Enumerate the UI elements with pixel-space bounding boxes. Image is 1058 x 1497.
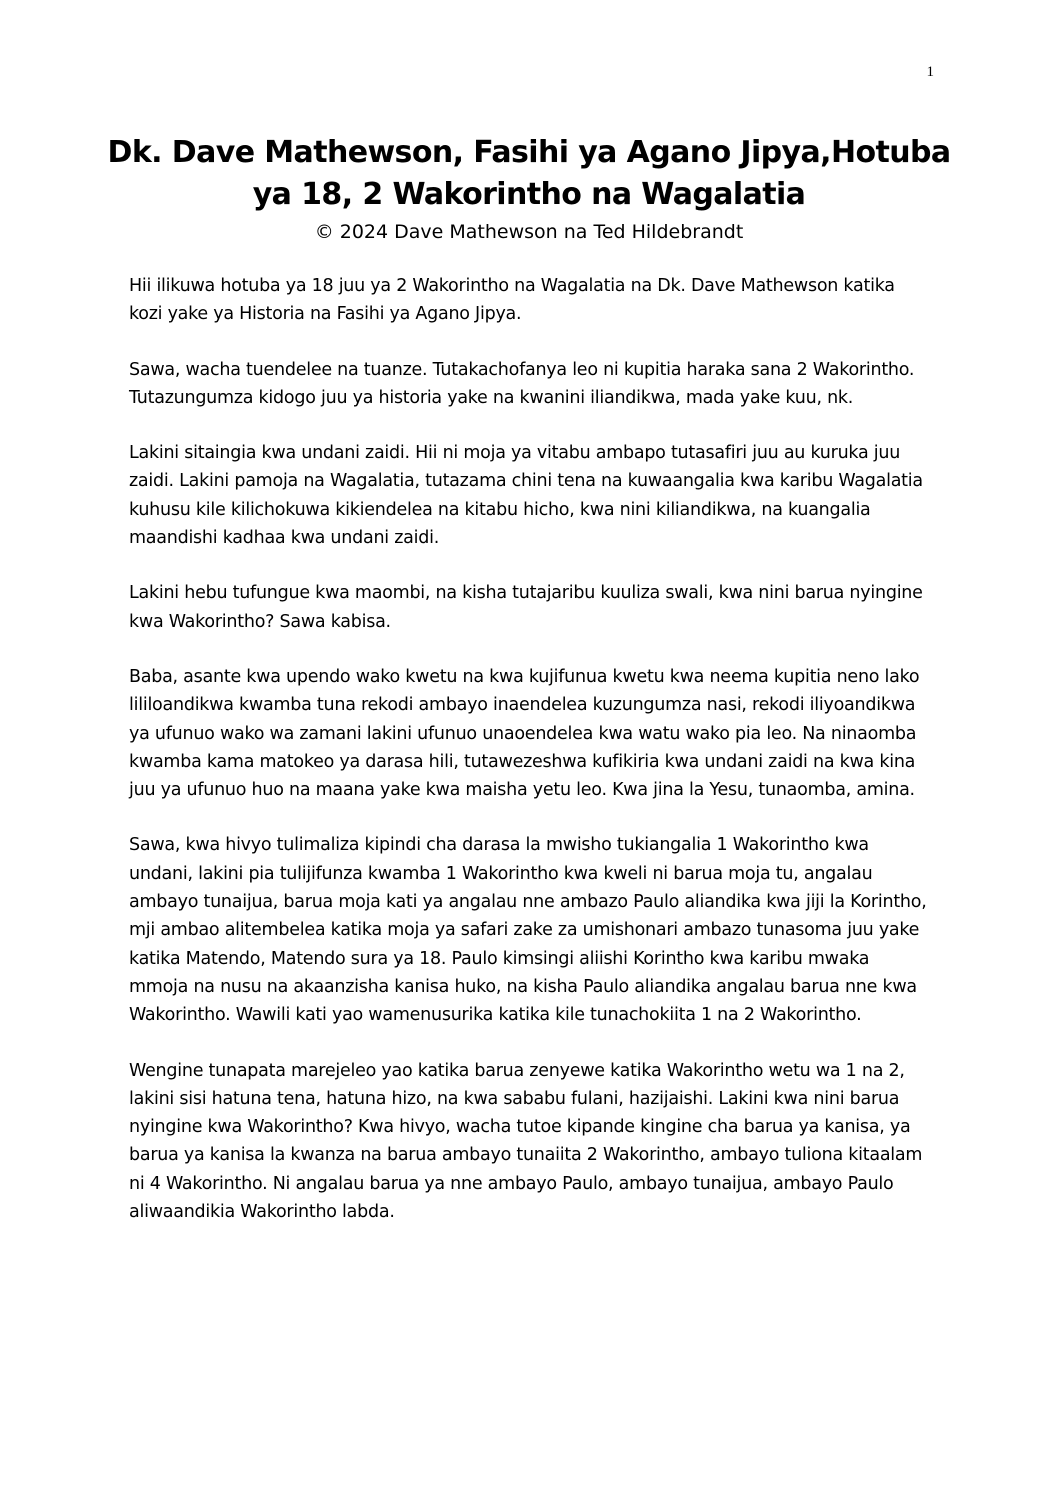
paragraph-7: Wengine tunapata marejeleo yao katika barua zenyewe katika Wakorintho wetu wa 1 na 2, lakini sisi hatuna tena, hatuna hizo, na kwa sababu fulani, hazijaishi. Lakini kwa nini barua nyingine kwa Wakorintho? Kwa hivyo, wacha tutoe kipande kingine cha barua ya kanisa, ya barua ya kanisa la kwanza na barua ambayo tunaiita 2 Wakorintho, ambayo tuliona kitaalam ni 4 Wakorintho. Ni angalau barua ya nne ambayo Paulo, ambayo tunaijua, ambayo Paulo aliwaandikia Wakorintho labda. [129,1060,923,1223]
title-line-2: ya 18, 2 Wakorintho na Wagalatia [252,177,806,212]
paragraph-4: Lakini hebu tufungue kwa maombi, na kisha tutajaribu kuuliza swali, kwa nini barua nyingine kwa Wakorintho? Sawa kabisa. [129,583,923,632]
paragraph-3: Lakini sitaingia kwa undani zaidi. Hii ni moja ya vitabu ambapo tutasafiri juu au kuruka juu zaidi. Lakini pamoja na Wagalatia, tutazama chini tena na kuwaangalia kwa karibu Wagalatia kuhusu kile kilichokuwa kikiendelea na kitabu hicho, kwa nini kiliandikwa, na kuangalia maandishi kadhaa kwa undani zaidi. [129,443,923,549]
paragraph-2: Sawa, wacha tuendelee na tuanze. Tutakachofanya leo ni kupitia haraka sana 2 Wakorintho. Tutazungumza kidogo juu ya historia yake na kwanini iliandikwa, mada yake kuu, nk. [129,359,915,408]
document-body [129,272,929,1253]
page-number: 1 [926,64,934,80]
paragraph-6: Sawa, kwa hivyo tulimaliza kipindi cha darasa la mwisho tukiangalia 1 Wakorintho kwa undani, lakini pia tulijifunza kwamba 1 Wakorintho kwa kweli ni barua moja tu, angalau ambayo tunaijua, barua moja kati ya angalau nne ambazo Paulo aliandika kwa jiji la Korintho, mji ambao alitembelea katika moja ya safari zake za umishonari ambazo tunasoma juu yake katika Matendo, Matendo sura ya 18. Paulo kimsingi aliishi Korintho kwa karibu mwaka mmoja na nusu na akaanzisha kanisa huko, na kisha Paulo aliandika angalau barua nne kwa Wakorintho. Wawili kati yao wamenusurika katika kile tunachokiita 1 na 2 Wakorintho. [129,835,927,1026]
paragraph-1: Hii ilikuwa hotuba ya 18 juu ya 2 Wakorintho na Wagalatia na Dk. Dave Mathewson katika kozi yake ya Historia na Fasihi ya Agano Jipya. [129,276,895,325]
document-header [100,132,958,247]
copyright-line: © 2024 Dave Mathewson na Ted Hildebrandt [314,221,744,243]
title-line-1: Dk. Dave Mathewson, Fasihi ya Agano Jipya,Hotuba [107,135,951,170]
paragraph-5-prayer: Baba, asante kwa upendo wako kwetu na kwa kujifunua kwetu kwa neema kupitia neno lako lililoandikwa kwamba tuna rekodi ambayo inaendelea kuzungumza nasi, rekodi iliyoandikwa ya ufunuo wako wa zamani lakini ufunuo unaoendelea kwa watu wako pia leo. Na ninaomba kwamba kama matokeo ya darasa hili, tutawezeshwa kufikiria kwa undani zaidi na kwa kina juu ya ufunuo huo na maana yake kwa maisha yetu leo. Kwa jina la Yesu, tunaomba, amina. [129,666,920,801]
